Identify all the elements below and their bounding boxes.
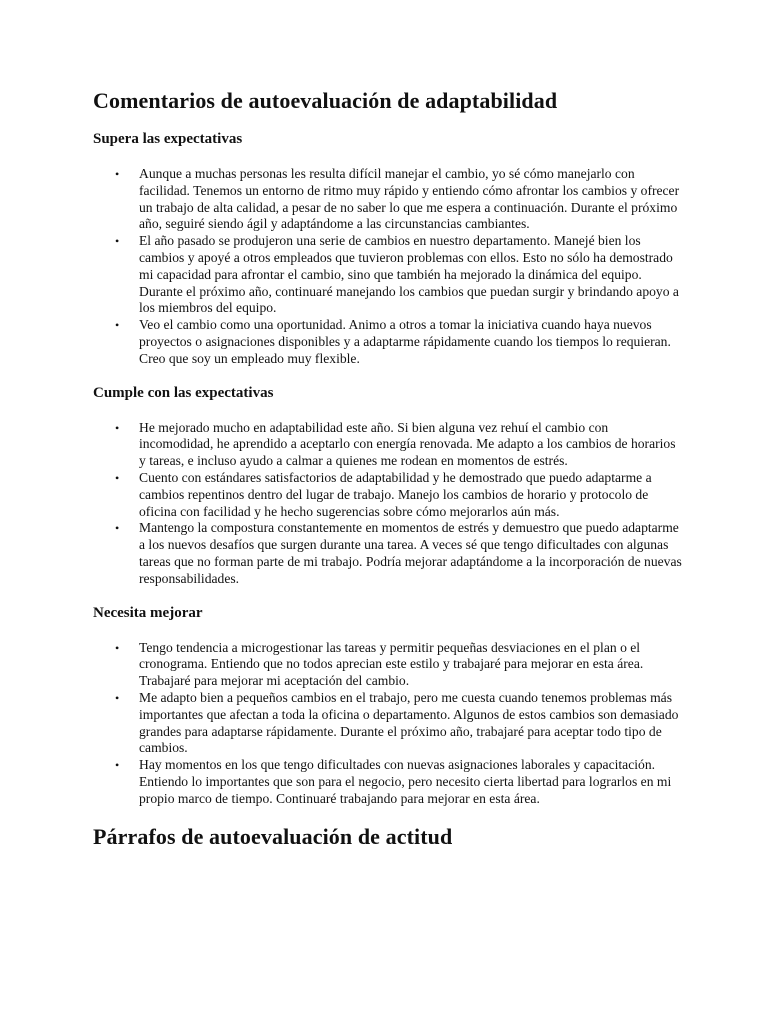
list-item <box>93 470 683 520</box>
list-item <box>93 317 683 367</box>
bullet-icon: • <box>115 167 120 181</box>
list-item-text: Aunque a muchas personas les resulta difícil manejar el cambio, yo sé cómo manejarlo con facilidad. Tenemos un entorno de ritmo muy rápido y entiendo cómo afrontar los cambios y ofrecer un trabajo de alta calidad, a pesar de no saber lo que me espera a continuación. Durante el próximo año, seguiré siendo ágil y adaptándome a las circunstancias cambiantes. <box>139 166 680 232</box>
list-item-text: Mantengo la compostura constantemente en momentos de estrés y demuestro que puedo adaptarme a los nuevos desafíos que surgen durante una tarea. A veces sé que tengo dificultades con algunas tareas que no forman parte de mi trabajo. Podría mejorar adaptándome a la incorporación de nuevas responsabilidades. <box>139 520 682 586</box>
list-item-text: El año pasado se produjeron una serie de cambios en nuestro departamento. Manejé bien los cambios y apoyé a otros empleados que tuvieron problemas con ellos. Esto no sólo ha demostrado mi capacidad para afrontar el cambio, sino que también ha mejorado la dinámica del equipo. Durante el próximo año, continuaré manejando los cambios que puedan surgir y brindando apoyo a los miembros del equipo. <box>139 233 679 316</box>
bullet-icon: • <box>115 521 120 536</box>
list-item <box>93 757 683 807</box>
bullet-icon: • <box>115 318 120 333</box>
bullet-icon: • <box>115 234 120 249</box>
list-item <box>93 166 683 233</box>
bullet-icon: • <box>115 470 120 485</box>
section-heading-exceeds: Supera las expectativas <box>93 131 243 147</box>
section-list-meets <box>93 420 683 588</box>
list-item-text: He mejorado mucho en adaptabilidad este año. Si bien alguna vez rehuí el cambio con incomodidad, he aprendido a aceptarlo con energía renovada. Me adapto a los cambios de horarios y tareas, e incluso ayudo a calmar a quienes me rodean en momentos de estrés. <box>139 419 676 469</box>
list-item-text: Veo el cambio como una oportunidad. Animo a otros a tomar la iniciativa cuando haya nuevos proyectos o asignaciones disponibles y a adaptarme rápidamente cuando los tiempos lo requieran. Creo que soy un empleado muy flexible. <box>139 317 671 366</box>
list-item-text: Tengo tendencia a microgestionar las tareas y permitir pequeñas desviaciones en el plan o el cronograma. Entiendo que no todos aprecian este estilo y trabajaré para mejorar en esta área. Trabajaré para mejorar mi aceptación del cambio. <box>139 639 644 689</box>
section-list-needs-improvement <box>93 640 683 808</box>
list-item-text: Hay momentos en los que tengo dificultades con nuevas asignaciones laborales y capacitación. Entiendo lo importantes que son para el negocio, pero necesito cierta libertad para lograrlos en mi propio marco de tiempo. Continuaré trabajando para mejorar en esta área. <box>139 757 672 806</box>
section-heading-needs-improvement: Necesita mejorar <box>93 604 203 621</box>
bullet-icon: • <box>115 640 120 655</box>
list-item-text: Cuento con estándares satisfactorios de adaptabilidad y he demostrado que puedo adaptarme a cambios repentinos dentro del lugar de trabajo. Manejo los cambios de horario y protocolo de oficina con facilidad y he hecho sugerencias sobre cómo mejorarlos aún más. <box>139 469 652 519</box>
bullet-icon: • <box>115 420 120 435</box>
list-item-text: Me adapto bien a pequeños cambios en el trabajo, pero me cuesta cuando tenemos problemas más importantes que afectan a toda la oficina o departamento. Algunos de estos cambios son demasiado grandes para adaptarse rápidamente. Durante el próximo año, trabajaré para aceptar todo tipo de cambios. <box>139 689 679 756</box>
list-item <box>93 420 683 470</box>
section-heading-meets: Cumple con las expectativas <box>93 384 274 401</box>
list-item <box>93 690 683 757</box>
second-page-title: Párrafos de autoevaluación de actitud <box>93 823 453 849</box>
list-item <box>93 640 683 690</box>
bullet-icon: • <box>115 690 120 705</box>
page-title: Comentarios de autoevaluación de adaptabilidad <box>93 88 558 113</box>
list-item <box>93 233 683 317</box>
document-page <box>93 88 683 866</box>
bullet-icon: • <box>115 758 120 773</box>
section-list-exceeds <box>93 166 683 368</box>
list-item <box>93 520 683 587</box>
